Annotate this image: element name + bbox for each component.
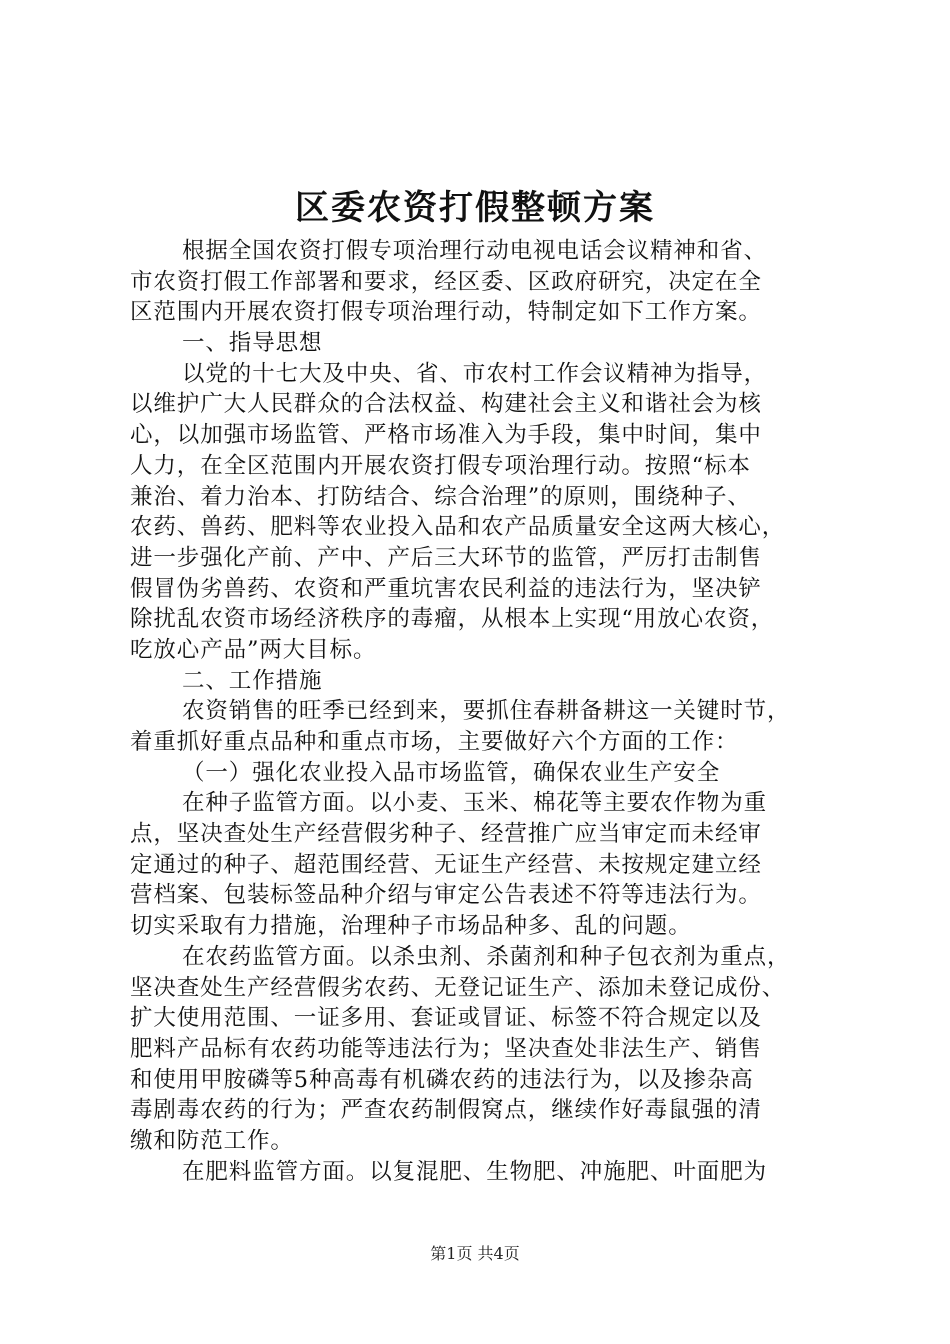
text-line: 二、工作措施 xyxy=(182,667,323,694)
text-line: 心，以加强市场监管、严格市场准入为手段，集中时间，集中 xyxy=(130,422,762,449)
text-line: 肥料产品标有农药功能等违法行为；坚决查处非法生产、销售 xyxy=(130,1035,762,1062)
text-line: 营档案、包装标签品种介绍与审定公告表述不符等违法行为。 xyxy=(130,882,762,909)
text-line: 定通过的种子、超范围经营、无证生产经营、未按规定建立经 xyxy=(130,851,762,878)
text-line: 在肥料监管方面。以复混肥、生物肥、冲施肥、叶面肥为 xyxy=(182,1158,768,1185)
text-line: 市农资打假工作部署和要求，经区委、区政府研究，决定在全 xyxy=(130,268,762,295)
document-title: 区委农资打假整顿方案 xyxy=(295,188,655,228)
text-line: （一）强化农业投入品市场监管，确保农业生产安全 xyxy=(182,759,721,786)
text-line: 以维护广大人民群众的合法权益、构建社会主义和谐社会为核 xyxy=(130,391,762,418)
text-line: 切实采取有力措施，治理种子市场品种多、乱的问题。 xyxy=(130,913,692,940)
text-line: 吃放心产品”两大目标。 xyxy=(130,636,377,663)
text-line: 缴和防范工作。 xyxy=(130,1127,294,1154)
text-line: 兼治、着力治本、打防结合、综合治理”的原则，围绕种子、 xyxy=(130,483,751,510)
text-line: 一、指导思想 xyxy=(182,330,323,357)
page-footer: 第1页 共4页 xyxy=(430,1244,520,1263)
text-line: 根据全国农资打假专项治理行动电视电话会议精神和省、 xyxy=(182,238,768,264)
text-line: 坚决查处生产经营假劣农药、无登记证生产、添加未登记成份、 xyxy=(130,974,786,1001)
text-line: 进一步强化产前、产中、产后三大环节的监管，严厉打击制售 xyxy=(130,544,762,571)
text-line: 农资销售的旺季已经到来，要抓住春耕备耕这一关键时节， xyxy=(182,698,791,725)
text-line: 农药、兽药、肥料等农业投入品和农产品质量安全这两大核心， xyxy=(130,514,786,541)
text-line: 毒剧毒农药的行为；严查农药制假窝点，继续作好毒鼠强的清 xyxy=(130,1097,762,1124)
text-line: 在农药监管方面。以杀虫剂、杀菌剂和种子包衣剂为重点， xyxy=(182,943,791,970)
text-line: 和使用甲胺磷等5种高毒有机磷农药的违法行为，以及掺杂高 xyxy=(130,1066,754,1093)
text-line: 以党的十七大及中央、省、市农村工作会议精神为指导， xyxy=(182,360,768,387)
text-line: 点，坚决查处生产经营假劣种子、经营推广应当审定而未经审 xyxy=(130,821,762,848)
text-line: 在种子监管方面。以小麦、玉米、棉花等主要农作物为重 xyxy=(182,790,768,817)
text-line: 着重抓好重点品种和重点市场，主要做好六个方面的工作： xyxy=(130,729,739,755)
text-line: 除扰乱农资市场经济秩序的毒瘤，从根本上实现“用放心农资， xyxy=(130,606,775,633)
text-line: 区范围内开展农资打假专项治理行动，特制定如下工作方案。 xyxy=(130,299,762,326)
text-line: 扩大使用范围、一证多用、套证或冒证、标签不符合规定以及 xyxy=(130,1005,762,1032)
text-line: 人力，在全区范围内开展农资打假专项治理行动。按照“标本 xyxy=(130,452,751,479)
text-line: 假冒伪劣兽药、农资和严重坑害农民利益的违法行为，坚决铲 xyxy=(130,575,762,602)
document-body xyxy=(130,236,830,1187)
